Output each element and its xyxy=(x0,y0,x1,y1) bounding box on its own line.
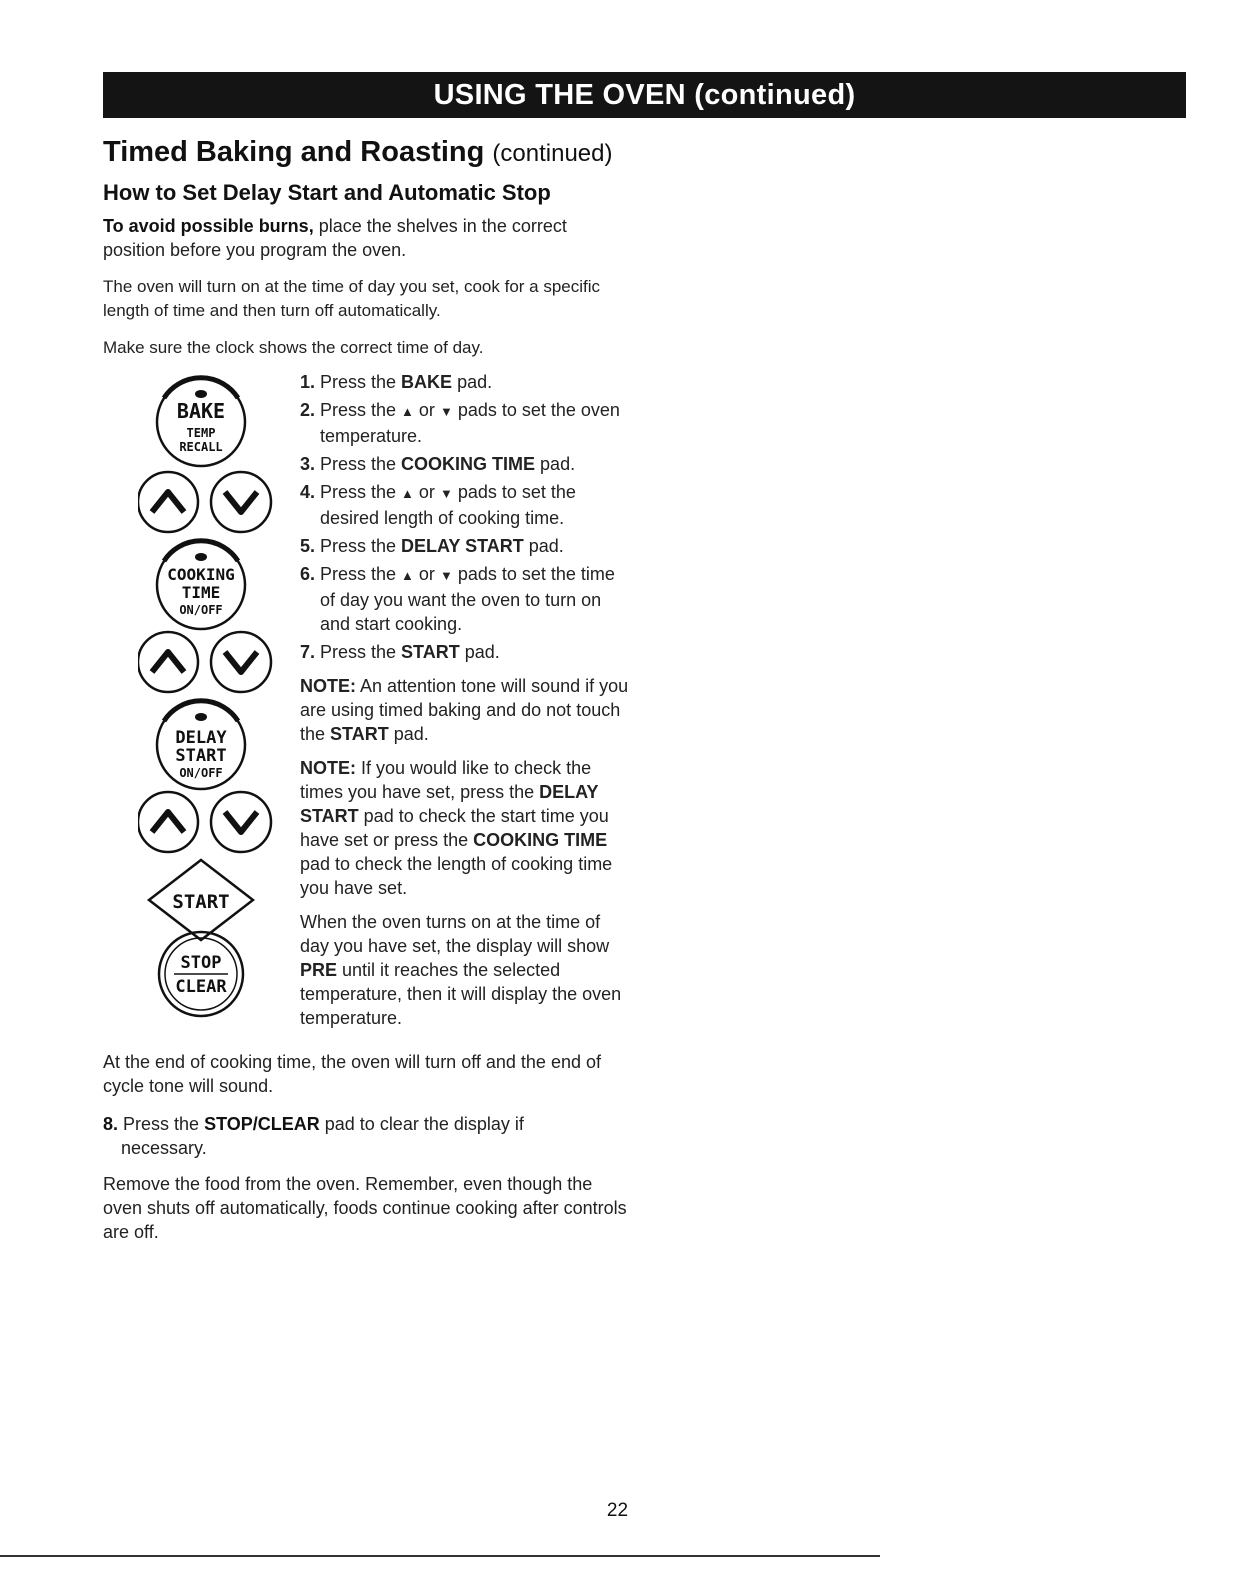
step-1: 1. Press the BAKE pad. xyxy=(300,372,493,392)
up-triangle-icon: ▲ xyxy=(401,568,414,583)
up-arrow-pad-1 xyxy=(138,472,198,532)
bake-pad-label: BAKE xyxy=(176,399,226,423)
page-number: 22 xyxy=(606,1500,629,1521)
step-5: 5. Press the DELAY START pad. xyxy=(300,536,564,556)
clear-pad-label: CLEAR xyxy=(175,977,227,997)
end-of-cooking-paragraph: At the end of cooking time, the oven will turn off and the end of cycle tone will sound. xyxy=(103,1052,601,1096)
step-3: 3. Press the COOKING TIME pad. xyxy=(300,454,576,474)
bake-pad-sub1: TEMP xyxy=(186,426,216,440)
up-triangle-icon: ▲ xyxy=(401,486,414,501)
step-4: 4. Press the ▲ or ▼ pads to set the desired length of cooking time. xyxy=(300,482,576,528)
start-pad-label: START xyxy=(172,891,230,913)
bake-pad-sub2: RECALL xyxy=(179,440,223,454)
warning-bold: To avoid possible burns, xyxy=(103,216,314,236)
note-check-times: NOTE: If you would like to check the times you have set, press the DELAY START pad to check the start time you have set or press the COOKING TIME pad to check the length of cooking time you have set. xyxy=(300,758,613,898)
up-arrow-pad-3 xyxy=(138,792,198,852)
down-arrow-pad-1 xyxy=(211,472,271,532)
cooking-pad-label: COOKING xyxy=(167,565,235,584)
step-2: 2. Press the ▲ or ▼ pads to set the oven temperature. xyxy=(300,400,620,446)
clock-paragraph: Make sure the clock shows the correct time of day. xyxy=(103,338,484,357)
cooking-pad-sub: ON/OFF xyxy=(179,603,223,617)
warning-paragraph xyxy=(103,214,633,262)
delay-pad-label: DELAY xyxy=(175,728,227,748)
intro-paragraph: The oven will turn on at the time of day you set, cook for a specific length of time and then turn off automatically. xyxy=(103,277,601,320)
stop-pad-label: STOP xyxy=(180,953,222,973)
steps-column xyxy=(300,370,630,1040)
down-triangle-icon: ▼ xyxy=(439,568,453,583)
down-triangle-icon: ▼ xyxy=(439,486,453,501)
delay-start-pad xyxy=(157,701,245,789)
step-7: 7. Press the START pad. xyxy=(300,642,500,662)
up-arrow-pad-2 xyxy=(138,632,198,692)
down-arrow-pad-2 xyxy=(211,632,271,692)
up-triangle-icon: ▲ xyxy=(401,404,414,419)
when-oven-turns-on: When the oven turns on at the time of day you have set, the display will show PRE until it reaches the selected temperature, then it will display the oven temperature. xyxy=(300,912,622,1028)
title-continued: (continued) xyxy=(492,140,613,167)
footer-rule xyxy=(0,1555,880,1557)
step-6: 6. Press the ▲ or ▼ pads to set the time of day you want the oven to turn on and start cooking. xyxy=(300,564,615,634)
note-attention-tone: NOTE: An attention tone will sound if you are using timed baking and do not touch the START pad. xyxy=(300,676,629,744)
remove-food-paragraph: Remove the food from the oven. Remember, even though the oven shuts off automatically, foods continue cooking after controls are off. xyxy=(103,1174,627,1242)
stop-clear-pad xyxy=(159,932,243,1016)
start-pad xyxy=(149,860,253,940)
page-title xyxy=(103,136,613,169)
cooking-pad-label2: TIME xyxy=(181,583,221,602)
bake-pad xyxy=(157,378,245,466)
banner-title: USING THE OVEN (continued) xyxy=(433,78,856,111)
control-pads-illustration xyxy=(138,370,288,1030)
cooking-time-pad xyxy=(157,541,245,629)
delay-pad-label2: START xyxy=(175,746,227,766)
down-triangle-icon: ▼ xyxy=(439,404,453,419)
delay-pad-sub: ON/OFF xyxy=(179,766,223,780)
title-main: Timed Baking and Roasting xyxy=(103,136,485,168)
step-8: 8. Press the STOP/CLEAR pad to clear the display if necessary. xyxy=(103,1114,524,1158)
section-banner xyxy=(103,72,1186,118)
section-subtitle: How to Set Delay Start and Automatic Stop xyxy=(103,180,551,205)
warning-text: place the shelves in the correct position before you program the oven. xyxy=(103,216,567,260)
down-arrow-pad-3 xyxy=(211,792,271,852)
